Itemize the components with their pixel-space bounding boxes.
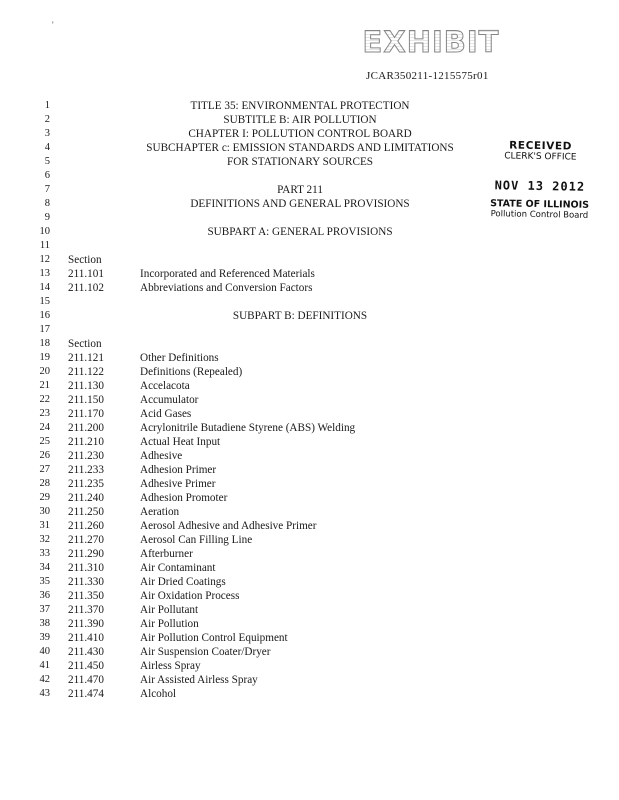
document-line bbox=[0, 603, 619, 617]
document-line bbox=[0, 589, 619, 603]
section-title: Aerosol Adhesive and Adhesive Primer bbox=[140, 520, 317, 532]
section-title: Air Suspension Coater/Dryer bbox=[140, 646, 271, 658]
section-title: Air Pollution Control Equipment bbox=[140, 632, 288, 644]
section-title: Other Definitions bbox=[140, 352, 219, 364]
line-number: 24 bbox=[39, 422, 50, 433]
document-line bbox=[0, 393, 619, 407]
line-number: 33 bbox=[39, 548, 50, 559]
heading-text: FOR STATIONARY SOURCES bbox=[226, 156, 374, 168]
line-number: 10 bbox=[39, 226, 50, 237]
section-title: Definitions (Repealed) bbox=[140, 366, 243, 378]
document-line bbox=[0, 617, 619, 631]
heading-text: TITLE 35: ENVIRONMENTAL PROTECTION bbox=[190, 100, 410, 112]
exhibit-stamp bbox=[362, 22, 500, 62]
line-number: 22 bbox=[39, 394, 50, 405]
document-line bbox=[0, 421, 619, 435]
section-number: 211.150 bbox=[68, 394, 104, 406]
line-number: 37 bbox=[39, 604, 50, 615]
section-number: 211.122 bbox=[68, 366, 104, 378]
section-title: Airless Spray bbox=[140, 660, 201, 672]
received-stamp-date: NOV 13 2012 bbox=[494, 178, 586, 194]
line-number: 27 bbox=[39, 464, 50, 475]
document-line bbox=[0, 267, 619, 281]
section-title: Accelacota bbox=[140, 380, 190, 392]
section-number: 211.470 bbox=[68, 674, 104, 686]
section-number: 211.235 bbox=[68, 478, 104, 490]
section-title: Afterburner bbox=[140, 548, 193, 560]
line-number: 6 bbox=[44, 170, 50, 181]
document-line bbox=[0, 295, 619, 309]
section-number: 211.450 bbox=[68, 660, 104, 672]
section-number: 211.430 bbox=[68, 646, 104, 658]
section-title: Air Contaminant bbox=[140, 562, 216, 574]
line-number: 20 bbox=[39, 366, 50, 377]
received-stamp-title: RECEIVED bbox=[509, 139, 573, 153]
section-number: 211.210 bbox=[68, 436, 104, 448]
document-line bbox=[0, 239, 619, 253]
document-line bbox=[0, 477, 619, 491]
line-number: 5 bbox=[44, 156, 50, 167]
heading-text: SUBCHAPTER c: EMISSION STANDARDS AND LIMITATIONS bbox=[146, 142, 454, 154]
document-line bbox=[0, 561, 619, 575]
line-number: 7 bbox=[44, 184, 50, 195]
received-stamp-office: CLERK'S OFFICE bbox=[504, 151, 577, 163]
received-stamp-state: STATE OF ILLINOIS bbox=[490, 198, 590, 211]
received-stamp-board: Pollution Control Board bbox=[490, 209, 589, 221]
document-line bbox=[0, 281, 619, 295]
line-number: 19 bbox=[39, 352, 50, 363]
document-line bbox=[0, 575, 619, 589]
line-number: 35 bbox=[39, 576, 50, 587]
document-line bbox=[0, 407, 619, 421]
document-line bbox=[0, 491, 619, 505]
section-title: Adhesive bbox=[140, 450, 183, 462]
line-number: 4 bbox=[44, 142, 50, 153]
line-number: 28 bbox=[39, 478, 50, 489]
document-line bbox=[0, 519, 619, 533]
document-line bbox=[0, 463, 619, 477]
line-number: 11 bbox=[39, 240, 50, 251]
line-number: 30 bbox=[39, 506, 50, 517]
document-line bbox=[0, 337, 619, 351]
document-line bbox=[0, 379, 619, 393]
line-number: 17 bbox=[39, 324, 50, 335]
section-number: 211.350 bbox=[68, 590, 104, 602]
section-number: 211.260 bbox=[68, 520, 104, 532]
section-title: Acid Gases bbox=[140, 408, 192, 420]
section-number: 211.390 bbox=[68, 618, 104, 630]
line-number: 25 bbox=[39, 436, 50, 447]
document-line bbox=[0, 99, 619, 113]
section-title: Adhesion Promoter bbox=[140, 492, 228, 504]
heading-text: CHAPTER I: POLLUTION CONTROL BOARD bbox=[188, 128, 412, 140]
document-line bbox=[0, 435, 619, 449]
line-number: 2 bbox=[44, 114, 50, 125]
document-line bbox=[0, 253, 619, 267]
document-line bbox=[0, 449, 619, 463]
document-line bbox=[0, 323, 619, 337]
line-number: 9 bbox=[44, 212, 50, 223]
section-number: 211.290 bbox=[68, 548, 104, 560]
section-title: Air Dried Coatings bbox=[140, 576, 226, 588]
document-line bbox=[0, 687, 619, 701]
line-number: 40 bbox=[39, 646, 50, 657]
line-number: 14 bbox=[39, 282, 50, 293]
section-title: Actual Heat Input bbox=[140, 436, 221, 448]
section-title: Aeration bbox=[140, 506, 180, 518]
heading-text: SUBPART B: DEFINITIONS bbox=[232, 310, 368, 322]
section-title: Air Pollution bbox=[140, 618, 199, 630]
heading-text: SUBTITLE B: AIR POLLUTION bbox=[223, 114, 377, 126]
line-number: 18 bbox=[39, 338, 50, 349]
line-number: 38 bbox=[39, 618, 50, 629]
section-number: 211.102 bbox=[68, 282, 104, 294]
section-number: 211.250 bbox=[68, 506, 104, 518]
document-line bbox=[0, 155, 619, 169]
section-title: Adhesion Primer bbox=[140, 464, 217, 476]
section-number: 211.370 bbox=[68, 604, 104, 616]
line-number: 12 bbox=[39, 254, 50, 265]
document-line bbox=[0, 659, 619, 673]
section-number: 211.310 bbox=[68, 562, 104, 574]
line-number: 41 bbox=[39, 660, 50, 671]
document-line bbox=[0, 211, 619, 225]
section-number: 211.233 bbox=[68, 464, 104, 476]
document-line bbox=[0, 169, 619, 183]
document-line bbox=[0, 197, 619, 211]
document-line bbox=[0, 547, 619, 561]
section-title: Abbreviations and Conversion Factors bbox=[140, 282, 313, 294]
scan-mark: ' bbox=[52, 20, 54, 30]
section-title: Air Pollutant bbox=[140, 604, 199, 616]
line-number: 43 bbox=[39, 688, 50, 699]
line-number: 26 bbox=[39, 450, 50, 461]
section-title: Acrylonitrile Butadiene Styrene (ABS) Welding bbox=[140, 422, 356, 434]
line-number: 16 bbox=[39, 310, 50, 321]
section-number: 211.474 bbox=[68, 688, 104, 700]
document-line bbox=[0, 645, 619, 659]
line-number: 23 bbox=[39, 408, 50, 419]
section-title: Alcohol bbox=[140, 688, 177, 700]
section-number: 211.200 bbox=[68, 422, 104, 434]
document-line bbox=[0, 113, 619, 127]
exhibit-stamp-text: EXHIBIT bbox=[362, 25, 500, 59]
line-number: 32 bbox=[39, 534, 50, 545]
heading-text: PART 211 bbox=[277, 184, 323, 196]
document-line bbox=[0, 183, 619, 197]
heading-text: SUBPART A: GENERAL PROVISIONS bbox=[207, 226, 393, 238]
line-number: 36 bbox=[39, 590, 50, 601]
section-title: Accumulator bbox=[140, 394, 199, 406]
section-number: 211.130 bbox=[68, 380, 104, 392]
line-number: 21 bbox=[39, 380, 50, 391]
section-title: Aerosol Can Filling Line bbox=[140, 534, 253, 546]
section-number: 211.121 bbox=[68, 352, 104, 364]
document-line bbox=[0, 127, 619, 141]
line-number: 39 bbox=[39, 632, 50, 643]
section-number: 211.410 bbox=[68, 632, 104, 644]
section-number: 211.240 bbox=[68, 492, 104, 504]
line-number: 8 bbox=[44, 198, 50, 209]
section-title: Adhesive Primer bbox=[140, 478, 216, 490]
document-line bbox=[0, 365, 619, 379]
section-number: 211.270 bbox=[68, 534, 104, 546]
line-number: 34 bbox=[39, 562, 50, 573]
line-number: 15 bbox=[39, 296, 50, 307]
section-number: 211.101 bbox=[68, 268, 104, 280]
section-number: 211.230 bbox=[68, 450, 104, 462]
section-number: Section bbox=[68, 338, 102, 350]
line-number: 31 bbox=[39, 520, 50, 531]
document-id: JCAR350211-1215575r01 bbox=[366, 70, 489, 82]
document-line bbox=[0, 631, 619, 645]
document-line bbox=[0, 533, 619, 547]
line-number: 13 bbox=[39, 268, 50, 279]
section-title: Air Assisted Airless Spray bbox=[140, 674, 258, 686]
line-number: 29 bbox=[39, 492, 50, 503]
section-number: 211.330 bbox=[68, 576, 104, 588]
line-number: 42 bbox=[39, 674, 50, 685]
section-title: Incorporated and Referenced Materials bbox=[140, 268, 315, 280]
section-number: 211.170 bbox=[68, 408, 104, 420]
document-line bbox=[0, 351, 619, 365]
line-number: 1 bbox=[44, 100, 50, 111]
document-line bbox=[0, 225, 619, 239]
document-line bbox=[0, 309, 619, 323]
line-number: 3 bbox=[44, 128, 50, 139]
document-line bbox=[0, 505, 619, 519]
document-line bbox=[0, 673, 619, 687]
section-title: Air Oxidation Process bbox=[140, 590, 240, 602]
document-line bbox=[0, 141, 619, 155]
section-number: Section bbox=[68, 254, 102, 266]
heading-text: DEFINITIONS AND GENERAL PROVISIONS bbox=[190, 198, 410, 210]
